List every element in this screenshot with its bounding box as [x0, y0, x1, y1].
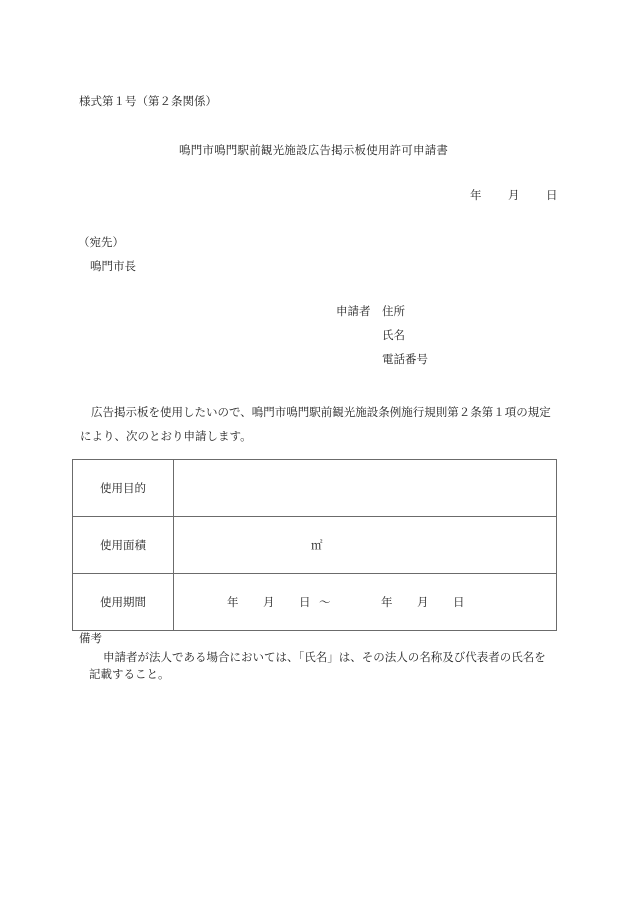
date-month-label: 月 — [508, 188, 520, 202]
applicant-phone-field: 電話番号 — [382, 352, 428, 366]
date-day-label: 日 — [546, 188, 558, 202]
period-range — [227, 594, 465, 610]
application-table — [72, 459, 557, 631]
start-month-label: 月 — [263, 595, 275, 609]
application-date — [470, 190, 558, 202]
remarks-body — [89, 649, 559, 683]
table-row-purpose — [73, 460, 557, 517]
period-value-cell[interactable] — [174, 574, 557, 631]
addressee-name: 鳴門市長 — [90, 259, 136, 273]
document-title: 鳴門市鳴門駅前観光施設広告掲示板使用許可申請書 — [179, 143, 449, 157]
remarks-heading: 備考 — [79, 631, 102, 645]
applicant-name-field: 氏名 — [382, 328, 405, 342]
start-day-label: 日 — [299, 595, 311, 609]
end-year-label: 年 — [381, 595, 393, 609]
applicant-address-field: 住所 — [382, 304, 405, 318]
area-value-cell[interactable] — [174, 517, 557, 574]
square-meter-unit: ㎡ — [311, 538, 323, 552]
purpose-label: 使用目的 — [73, 460, 174, 517]
form-number: 様式第１号（第２条関係） — [79, 94, 217, 108]
purpose-value-cell[interactable] — [174, 460, 557, 517]
remarks-line-1: 申請者が法人である場合においては、「氏名」は、その法人の名称及び代表者の氏名を — [103, 650, 546, 664]
statement-line-1: 広告掲示板を使用したいので、鳴門市鳴門駅前観光施設条例施行規則第２条第１項の規定 — [91, 405, 551, 419]
application-statement — [80, 400, 560, 448]
remarks-line-2: 記載すること。 — [89, 667, 170, 681]
applicant-label: 申請者 — [336, 304, 371, 318]
statement-line-2: により、次のとおり申請します。 — [80, 429, 252, 443]
period-separator: ～ — [319, 595, 331, 609]
end-day-label: 日 — [453, 595, 465, 609]
table-row-period — [73, 574, 557, 631]
start-year-label: 年 — [227, 595, 239, 609]
table-row-area — [73, 517, 557, 574]
date-year-label: 年 — [470, 188, 482, 202]
end-month-label: 月 — [417, 595, 429, 609]
area-label: 使用面積 — [73, 517, 174, 574]
period-label: 使用期間 — [73, 574, 174, 631]
addressee-label: （宛先） — [78, 235, 124, 249]
